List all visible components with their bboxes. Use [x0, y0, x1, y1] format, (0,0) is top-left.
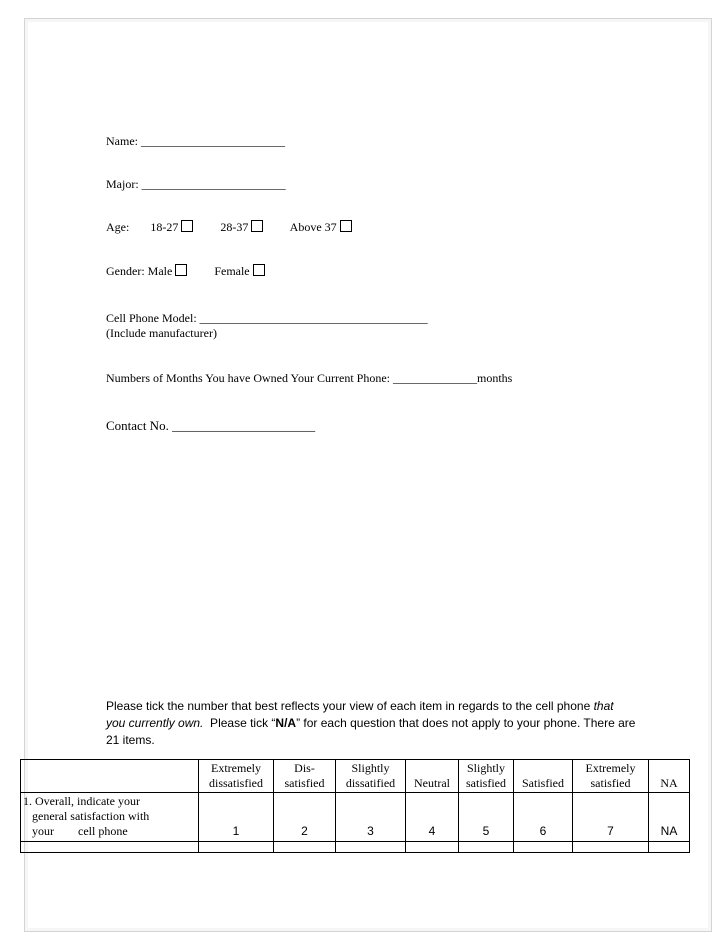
- header-cell-extremely-dissatisfied: Extremely dissatisfied: [199, 760, 274, 793]
- header-cell-extremely-satisfied: Extremely satisfied: [573, 760, 649, 793]
- age-option-18-27: 18-27: [150, 220, 179, 234]
- months-owned-label: Numbers of Months You have Owned Your Current Phone:: [106, 371, 390, 385]
- table-row: [21, 793, 690, 842]
- empty-cell: [459, 842, 514, 853]
- contact-blank[interactable]: ______________________: [172, 418, 316, 433]
- empty-cell: [406, 842, 459, 853]
- phone-model-label: Cell Phone Model:: [106, 311, 197, 325]
- empty-cell: [649, 842, 690, 853]
- instructions-text-italic: that you currently own.: [106, 699, 614, 730]
- rating-7-cell[interactable]: 7: [573, 793, 649, 842]
- empty-cell: [199, 842, 274, 853]
- major-label: Major:: [106, 177, 139, 191]
- table-header-row: [21, 760, 690, 793]
- phone-model-note: (Include manufacturer): [106, 326, 217, 340]
- rating-3-cell[interactable]: 3: [336, 793, 406, 842]
- major-field: [106, 177, 286, 192]
- rating-4-cell[interactable]: 4: [406, 793, 459, 842]
- empty-cell: [336, 842, 406, 853]
- header-cell-dissatisfied: Dis- satisfied: [274, 760, 336, 793]
- age-18-27-checkbox[interactable]: [181, 220, 193, 232]
- table-row-empty: [21, 842, 690, 853]
- major-blank[interactable]: ________________________: [141, 177, 286, 191]
- gender-female-checkbox[interactable]: [253, 264, 265, 276]
- instructions-text-bold: N/A: [275, 716, 297, 730]
- age-28-37-checkbox[interactable]: [251, 220, 263, 232]
- instructions-text-3: Please tick “: [203, 716, 276, 730]
- gender-option-male: Male: [147, 264, 173, 278]
- satisfaction-table: [20, 759, 690, 853]
- empty-cell: [21, 842, 199, 853]
- months-owned-field: [106, 371, 512, 386]
- rating-na-cell[interactable]: NA: [649, 793, 690, 842]
- gender-label: Gender:: [106, 264, 145, 278]
- empty-cell: [514, 842, 573, 853]
- name-label: Name:: [106, 134, 138, 148]
- contact-field: [106, 418, 315, 434]
- instructions-paragraph: [106, 698, 636, 749]
- header-cell-slightly-satisfied: Slightly satisfied: [459, 760, 514, 793]
- name-blank[interactable]: ________________________: [141, 134, 285, 148]
- age-field: [106, 220, 352, 235]
- contact-label: Contact No.: [106, 418, 169, 433]
- instructions-text-5: ” for each question that does not apply to your phone. There are 21 items.: [106, 716, 636, 747]
- header-cell-neutral: Neutral: [406, 760, 459, 793]
- age-option-28-37: 28-37: [220, 220, 249, 234]
- age-option-above-37: Above 37: [289, 220, 337, 234]
- question-1-text: 1. Overall, indicate your general satisfaction with your cell phone: [21, 793, 199, 842]
- phone-model-blank[interactable]: ______________________________________: [199, 311, 428, 325]
- gender-male-checkbox[interactable]: [175, 264, 187, 276]
- gender-option-female: Female: [214, 264, 250, 278]
- name-field: [106, 134, 285, 149]
- age-above-37-checkbox[interactable]: [340, 220, 352, 232]
- age-label: Age:: [106, 220, 130, 234]
- months-owned-blank[interactable]: ______________: [393, 371, 477, 385]
- rating-6-cell[interactable]: 6: [514, 793, 573, 842]
- rating-5-cell[interactable]: 5: [459, 793, 514, 842]
- header-cell-blank: [21, 760, 199, 793]
- rating-2-cell[interactable]: 2: [274, 793, 336, 842]
- months-unit: months: [477, 371, 513, 385]
- header-cell-slightly-dissatisfied: Slightly dissatified: [336, 760, 406, 793]
- empty-cell: [573, 842, 649, 853]
- instructions-text-1: Please tick the number that best reflects your view of each item in regards to the cell phone: [106, 699, 594, 713]
- empty-cell: [274, 842, 336, 853]
- header-cell-na: NA: [649, 760, 690, 793]
- header-cell-satisfied: Satisfied: [514, 760, 573, 793]
- rating-1-cell[interactable]: 1: [199, 793, 274, 842]
- phone-model-field: [106, 311, 428, 326]
- gender-field: [106, 264, 265, 279]
